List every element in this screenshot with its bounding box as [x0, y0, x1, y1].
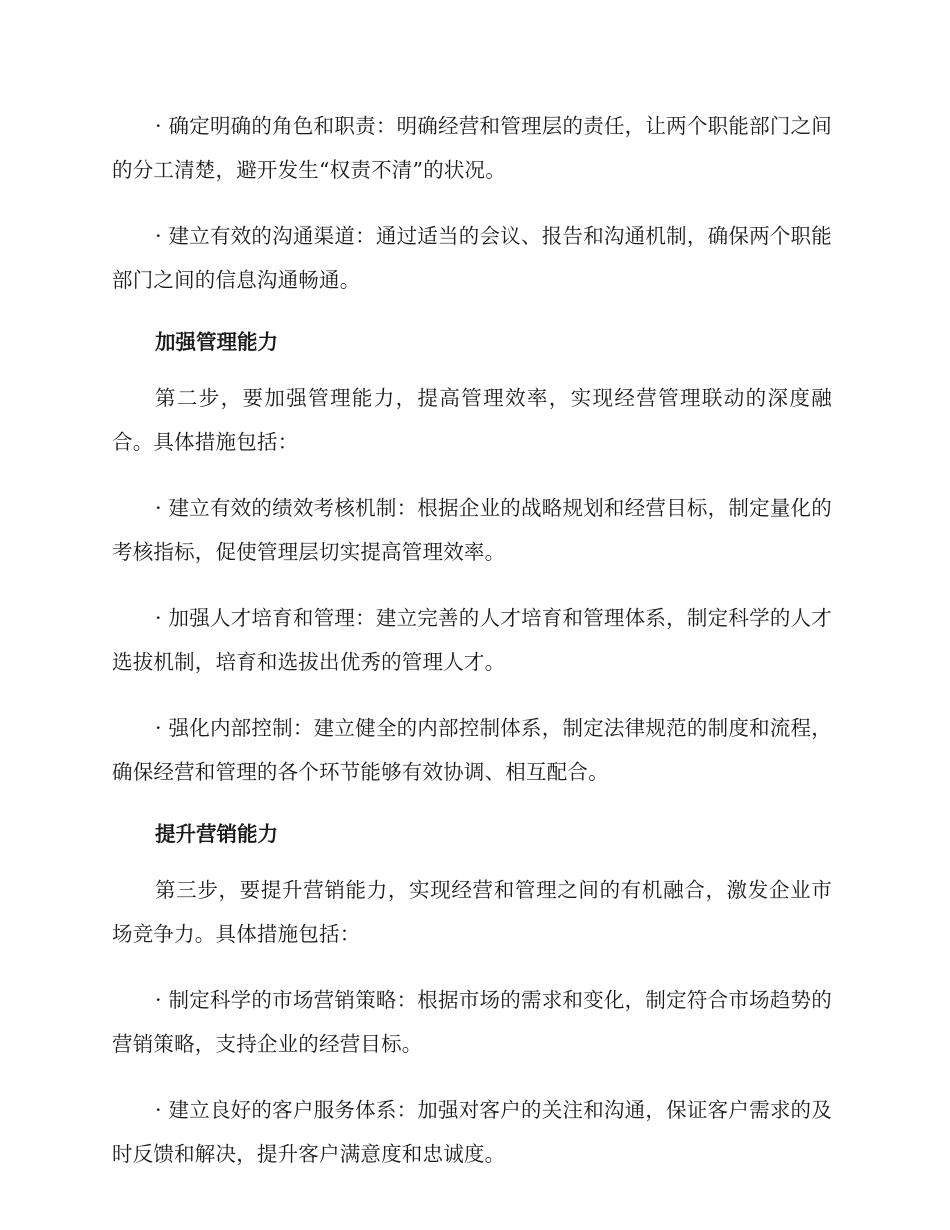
bullet-communication-channels: · 建立有效的沟通渠道：通过适当的会议、报告和沟通机制，确保两个职能部门之间的信息沟通畅通。	[112, 224, 832, 292]
heading-marketing-capability: 提升营销能力	[155, 822, 278, 846]
paragraph-step-three: 第三步，要提升营销能力，实现经营和管理之间的有机融合，激发企业市场竞争力。具体措施包括：	[112, 878, 832, 946]
bullet-marketing-strategy: · 制定科学的市场营销策略：根据市场的需求和变化，制定符合市场趋势的营销策略，支持企业的经营目标。	[112, 988, 832, 1056]
document-page	[112, 104, 832, 1198]
bullet-internal-control: · 强化内部控制：建立健全的内部控制体系，制定法律规范的制度和流程，确保经营和管理的各个环节能够有效协调、相互配合。	[112, 716, 832, 784]
paragraph-step-two: 第二步，要加强管理能力，提高管理效率，实现经营管理联动的深度融合。具体措施包括：	[112, 386, 832, 454]
bullet-customer-service: · 建立良好的客户服务体系：加强对客户的关注和沟通，保证客户需求的及时反馈和解决，提升客户满意度和忠诚度。	[112, 1098, 832, 1166]
bullet-roles-responsibilities: · 确定明确的角色和职责：明确经营和管理层的责任，让两个职能部门之间的分工清楚，避开发生“权责不清”的状况。	[112, 114, 832, 182]
bullet-talent-development: · 加强人才培育和管理：建立完善的人才培育和管理体系，制定科学的人才选拔机制，培育和选拔出优秀的管理人才。	[112, 606, 832, 674]
bullet-performance-assessment: · 建立有效的绩效考核机制：根据企业的战略规划和经营目标，制定量化的考核指标，促使管理层切实提高管理效率。	[112, 496, 832, 564]
heading-management-capability: 加强管理能力	[155, 330, 278, 354]
